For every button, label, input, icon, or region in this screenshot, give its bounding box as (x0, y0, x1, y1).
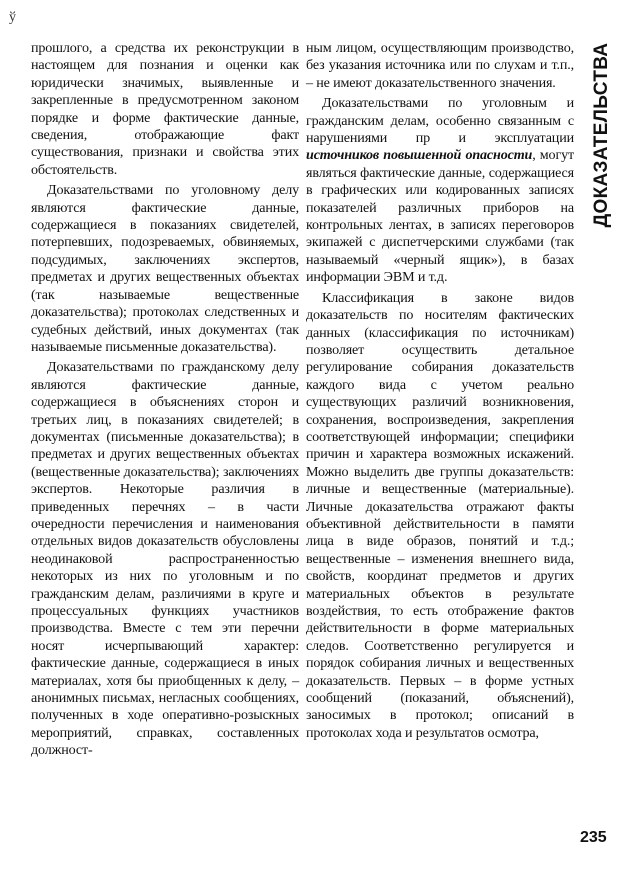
paragraph-classification: Классификация в законе видов доказательств по носителям фактических данных (классификация по источникам) позволяет осуществить детальное регулирование собирания доказательств каждого вида с учетом реально существующих различий возникновения, сохранения, воспроизведения, закрепления соответствующей информации; специфики причин и характера возможных искажений. Можно выделить две группы доказательств: личные и вещественные (материальные). Личные доказательства отражают факты объективной действительности в памяти лица в виде образов, понятий и т.д.; вещественные – изменения внешнего вида, свойств, координат предметов и других материальных объектов в результате воздействия, то есть отображение фактов действительности в форме материальных следов. Соответственно регулируется и порядок собирания личных и вещественных доказательств. Первых – в форме устных сообщений (показаний, объяснений), заносимых в протокол; описаний в протоколах хода и результатов осмотра, (306, 289, 574, 741)
section-title: ДОКАЗАТЕЛЬСТВА (591, 42, 612, 228)
right-column (306, 40, 574, 742)
paragraph-recorded-data (306, 95, 574, 286)
page-number: 235 (580, 829, 607, 846)
emphasized-term: источников повышенной опасности (306, 147, 533, 164)
paragraph-continuation: прошлого, а средства их реконструкции в настоящем для познания и оценки как юридически значимых, выявленные и закрепленные в предусмотренном законом порядке и форме фактические данные, сведения, отображающие факт существования, признаки и свойства этих обстоятельств. (31, 40, 299, 178)
corner-mark: ў (9, 10, 16, 25)
paragraph-criminal-evidence: Доказательствами по уголовному делу являются фактические данные, содержащиеся в показаниях свидетелей, потерпевших, подозреваемых, обвиняемых, подсудимых, заключениях экспертов, предметах и других вещественных объектах (так называемые вещественные доказательства); протоколах следственных и судебных действий, иных документах (так называемые письменные доказательства). (31, 182, 299, 355)
text-before-emphasis: Доказательствами по уголовным и гражданским делам, особенно связанным с нарушениями пр и эксплуатации (306, 95, 574, 147)
text-after-emphasis: , могут являться фактические данные, содержащиеся в графических или кодированных записях показателей различных приборов на контрольных лентах, в записях переговоров экипажей с диспетчерскими службами (так называемый «черный ящик»), в базах информации ЭВМ и т.д. (306, 147, 574, 286)
section-tab (586, 40, 618, 230)
left-column (31, 40, 299, 760)
paragraph-civil-evidence: Доказательствами по гражданскому делу являются фактические данные, содержащиеся в объяснениях сторон и третьих лиц, в показаниях свидетелей; в документах (письменные доказательства); в предметах и других вещественных объектах (вещественные доказательства); заключениях экспертов. Некоторые различия в приведенных перечнях – в части очередности перечисления и наименования отдельных видов доказательств обусловлены неодинаковой распространенностью некоторых из них по уголовным и по гражданским делам, различиями в круге и процессуальных функциях участников производства. Вместе с тем эти перечни носят исчерпывающий характер: фактические данные, содержащиеся в иных материалах, хотя бы приобщенных к делу, – анонимных письмах, негласных сообщениях, полученных в ходе оперативно-розыскных мероприятий, справках, составленных должност- (31, 359, 299, 759)
paragraph-continued-text: ным лицом, осуществляющим производство, без указания источника или по слухам и т.п., – не имеют доказательственного значения. (306, 40, 574, 91)
